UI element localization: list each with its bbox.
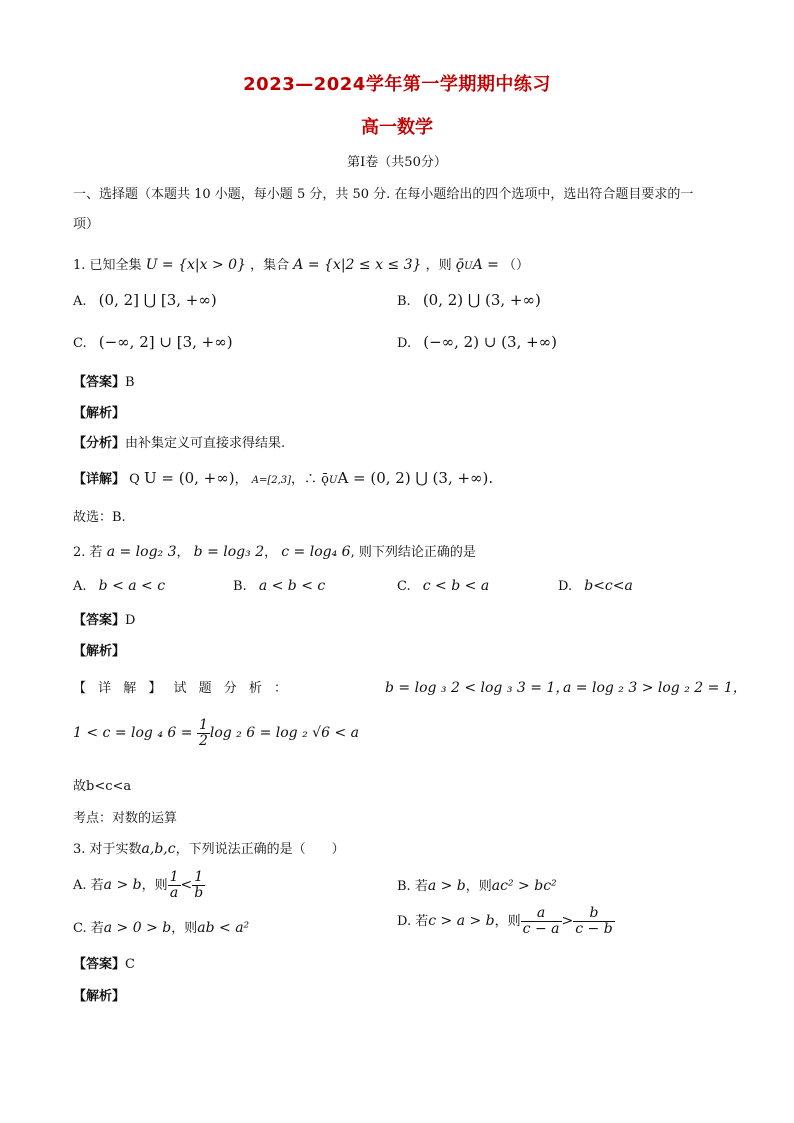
q3-option-b-cond: a > b [427, 878, 466, 894]
q1-complement-symbol: ǭ [455, 257, 465, 273]
q3-a-f1-den: a [169, 885, 179, 901]
q1-set-u: U = {x|x > 0} [145, 257, 246, 273]
q1-ask-expr: A = [472, 257, 499, 273]
q1-option-a-text: (0, 2] ⋃ [3, +∞) [98, 291, 217, 309]
q2-option-b [233, 578, 325, 594]
q1-option-d-label: D. [397, 336, 412, 351]
q2-suffix: , 则下列结论正确的是 [350, 545, 476, 560]
q2-sep-1: ， [176, 545, 190, 560]
q1-option-a-label: A. [73, 294, 87, 309]
q3-option-d-gt: > [561, 913, 574, 929]
q3-option-a-lt: < [180, 877, 193, 893]
q3-suffix: ，下列说法正确的是（ ） [175, 842, 345, 857]
q1-detail-a: A=[2,3] [251, 475, 292, 486]
q3-option-b-result: ac² > bc² [491, 878, 557, 894]
q1-option-d [397, 333, 557, 351]
q2-kaodian: 考点：对数的运算 [73, 811, 178, 826]
q3-d-f1-num: a [521, 906, 562, 922]
q3-answer-tag: 【答案】 [73, 957, 126, 972]
q2-answer [73, 609, 135, 628]
q3-d-f2-num: b [573, 906, 614, 922]
q3-analysis-tag: 【解析】 [73, 989, 126, 1004]
q2-detail-c-post: log ₂ 6 = log ₂ √6 < a [209, 725, 359, 741]
q1-option-b-text: (0, 2) ⋃ (3, +∞) [422, 291, 541, 309]
q1-option-c-label: C. [73, 336, 87, 351]
q3-vars: a,b,c [141, 841, 176, 857]
q2-option-c-text: c < b < a [422, 578, 490, 594]
q3-option-a [73, 870, 205, 901]
q2-frac-den: 2 [198, 733, 208, 749]
q3-d-f2-den: c − b [575, 921, 613, 937]
q2-option-d-label: D. [558, 579, 573, 594]
q3-option-b-then: ，则 [465, 879, 492, 894]
q3-option-d-then: ，则 [494, 914, 521, 929]
q3-d-f1-den: c − a [522, 921, 560, 937]
q3-option-c [73, 917, 249, 936]
q3-option-c-cond: a > 0 > b [103, 920, 172, 936]
q3-option-d-label: D. 若 [397, 914, 429, 929]
q1-answer-tag: 【答案】 [73, 375, 126, 390]
q1-fenxi [73, 432, 285, 451]
q2-detail-a: a = log ₂ 3 > log ₂ 2 = 1， [563, 680, 747, 696]
q2-sep-2: ， [264, 545, 278, 560]
q2-detail-b: b = log ₃ 2 < log ₃ 3 = 1， [385, 680, 570, 696]
q3-option-c-label: C. 若 [73, 921, 104, 936]
q3-option-b-label: B. 若 [397, 879, 428, 894]
q1-prefix: 1. 已知全集 [73, 258, 142, 273]
q1-answer-value: B [125, 375, 135, 390]
q1-detail-u: U = (0, +∞) [143, 469, 235, 487]
q2-a-def: a = log₂ 3 [106, 544, 177, 560]
q1-mid: ，集合 [250, 258, 290, 273]
q2-detail-line-2 [73, 718, 359, 749]
q3-option-b [397, 875, 557, 894]
q1-option-b [397, 291, 541, 309]
q2-b-def: b = log₃ 2 [193, 544, 265, 560]
q2-frac-num: 1 [198, 717, 208, 733]
q3-option-c-then: ，则 [171, 921, 198, 936]
q2-option-b-label: B. [233, 579, 247, 594]
q3-option-d-cond: c > a > b [428, 913, 495, 929]
q2-option-a-label: A. [73, 579, 87, 594]
q2-detail-c-pre: 1 < c = log ₄ 6 = [73, 725, 197, 741]
exam-title: 2023—2024学年第一学期期中练习 [243, 74, 551, 95]
q2-conclusion: 故b<c<a [73, 779, 132, 794]
q2-option-d [558, 578, 633, 594]
q3-option-d-frac-2 [573, 906, 614, 937]
q2-option-a [73, 578, 165, 594]
q3-answer-value: C [125, 957, 135, 972]
q1-detail-q: Q [129, 472, 140, 487]
q1-option-d-text: (−∞, 2) ∪ (3, +∞) [423, 333, 558, 351]
q2-stem [73, 541, 476, 560]
q3-option-a-frac-2 [192, 870, 205, 901]
q2-option-c [397, 578, 489, 594]
q1-stem: 1. 已知全集 U = {x|x > 0} ，集合 A = {x|2 ≤ x ≤ 3} ，则 ǭUA = （） [73, 257, 530, 273]
q2-detail-line-1 [73, 677, 747, 696]
q2-detail-head: 【 详 解 】 试 题 分 析 ： [73, 681, 292, 696]
q1-option-c [73, 333, 233, 351]
q2-option-c-label: C. [397, 579, 411, 594]
q1-answer [73, 371, 135, 390]
q3-stem [73, 838, 345, 857]
q1-option-b-label: B. [397, 294, 411, 309]
q2-half-fraction [197, 718, 210, 749]
q1-detail: 【详解】 Q U = (0, +∞)， A=[2,3]，∴ ǭUA = (0, 2) ⋃ (3, +∞). [73, 469, 494, 487]
q3-a-f2-num: 1 [192, 870, 205, 886]
q2-answer-tag: 【答案】 [73, 613, 126, 628]
q1-detail-comma: ， [234, 472, 248, 487]
q1-ask-end: （） [503, 258, 530, 273]
q1-set-a: A = {x|2 ≤ x ≤ 3} [293, 257, 422, 273]
q1-option-a [73, 291, 217, 309]
instructions-line-2: 项） [73, 217, 100, 232]
exam-subtitle: 高一数学 [361, 117, 433, 138]
q3-option-a-then: ，则 [141, 878, 168, 893]
q1-detail-therefore: ，∴ ǭ [291, 472, 329, 487]
q3-prefix: 3. 对于实数 [73, 842, 142, 857]
q3-option-a-cond: a > b [103, 877, 142, 893]
q3-answer [73, 953, 135, 972]
section-heading: 第Ⅰ卷（共50分） [347, 155, 447, 170]
q3-option-c-result: ab < a² [197, 920, 250, 936]
q1-fenxi-tag: 【分析】 [73, 436, 126, 451]
q2-answer-value: D [125, 613, 136, 628]
q1-ask: ，则 [425, 258, 456, 273]
q3-a-f1-num: 1 [169, 869, 179, 885]
q2-prefix: 2. 若 [73, 545, 103, 560]
q1-detail-tag: 【详解】 [73, 472, 126, 487]
q2-c-def: c = log₄ 6 [281, 544, 351, 560]
q3-option-d [397, 906, 615, 937]
q2-analysis-tag: 【解析】 [73, 644, 126, 659]
q2-option-b-text: a < b < c [258, 578, 326, 594]
q2-option-d-text: b<c<a [584, 578, 633, 594]
q3-a-f2-den: b [194, 885, 204, 901]
q1-detail-result: A = (0, 2) ⋃ (3, +∞). [337, 469, 494, 487]
q1-option-c-text: (−∞, 2] ∪ [3, +∞) [98, 333, 233, 351]
q3-option-a-label: A. 若 [73, 878, 104, 893]
q1-choose: 故选：B. [73, 510, 126, 525]
q1-fenxi-text: 由补集定义可直接求得结果. [125, 436, 286, 451]
q3-option-a-frac-1 [168, 870, 181, 901]
q2-option-a-text: b < a < c [98, 578, 166, 594]
q1-analysis-tag: 【解析】 [73, 406, 126, 421]
instructions-line-1: 一、选择题（本题共 10 小题，每小题 5 分，共 50 分. 在每小题给出的四个选项中，选出符合题目要求的一 [73, 187, 694, 202]
q3-option-d-frac-1 [521, 906, 562, 937]
